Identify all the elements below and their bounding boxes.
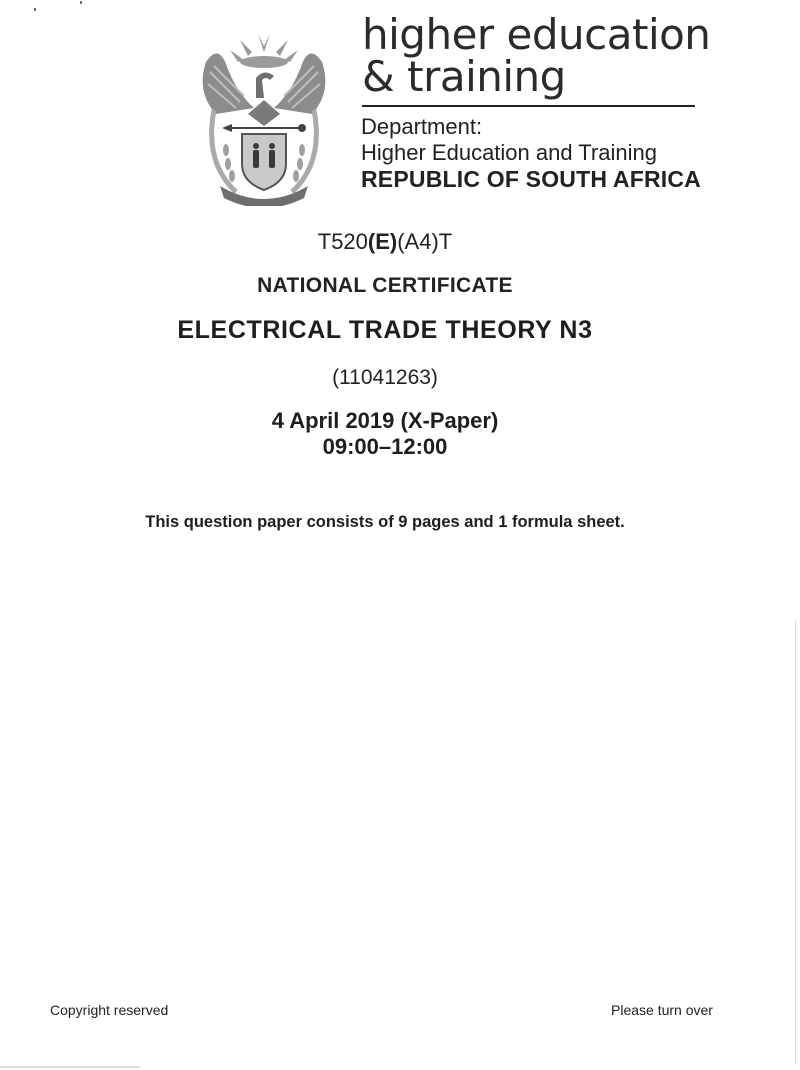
- scan-mark: [80, 1, 82, 4]
- department-name: Higher Education and Training: [361, 140, 657, 165]
- brand-line-1: higher education: [362, 10, 711, 59]
- paper-code-suffix: (A4)T: [397, 229, 453, 254]
- exam-date-block: [0, 408, 770, 460]
- copyright-notice: Copyright reserved: [50, 1002, 169, 1018]
- brand-wordmark: [362, 10, 711, 101]
- exam-date: 4 April 2019 (X-Paper): [271, 408, 499, 433]
- pages-note: This question paper consists of 9 pages and 1 formula sheet.: [145, 513, 625, 531]
- scan-edge-line: [795, 620, 796, 1065]
- coat-of-arms-icon: [196, 22, 332, 206]
- brand-divider: [362, 105, 695, 107]
- subject-title: ELECTRICAL TRADE THEORY N3: [177, 316, 593, 344]
- department-label: Department:: [361, 114, 483, 139]
- country-name: REPUBLIC OF SOUTH AFRICA: [361, 166, 701, 192]
- brand-line-2: & training: [362, 52, 566, 101]
- paper-code-language: (E): [367, 229, 398, 254]
- turn-over-notice: Please turn over: [611, 1002, 713, 1018]
- exam-time: 09:00–12:00: [322, 434, 448, 459]
- certificate-title: NATIONAL CERTIFICATE: [257, 274, 513, 297]
- paper-code-prefix: T520: [317, 229, 368, 254]
- department-block: [361, 114, 701, 192]
- scan-mark: [34, 8, 36, 11]
- subject-code: (11041263): [332, 366, 438, 389]
- scan-bottom-line: [0, 1066, 140, 1068]
- paper-code: [0, 229, 770, 255]
